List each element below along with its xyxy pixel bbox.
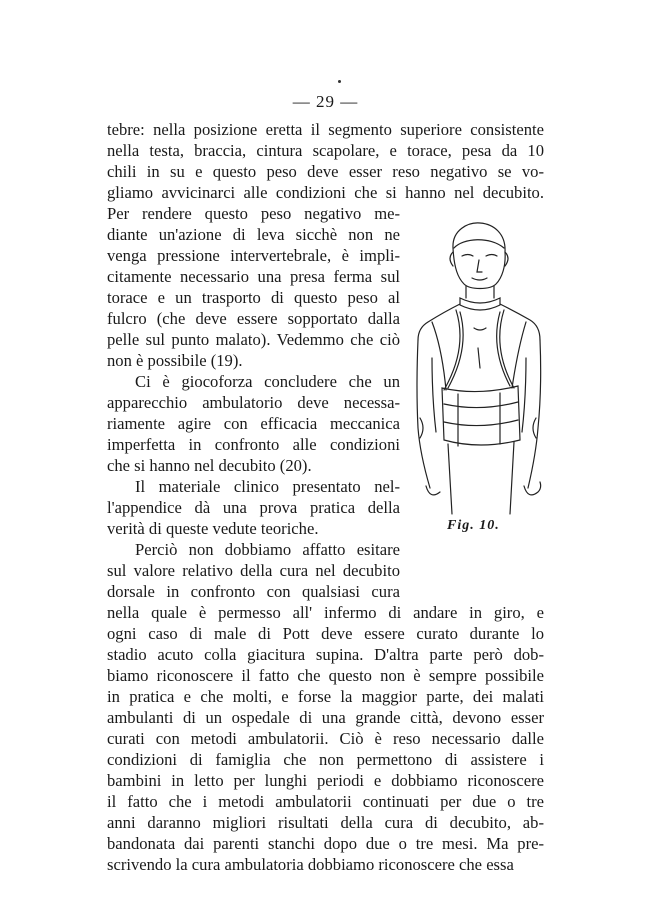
text-line: non è possibile (19).	[107, 351, 243, 370]
figure-caption: Fig. 10.	[447, 518, 500, 533]
text-line: citamente necessario una presa ferma sul	[107, 267, 400, 286]
text-line: bandonata dai parenti stanchi dopo due o tre mesi. Ma pre-	[107, 834, 544, 853]
text-line: venga pressione intervertebrale, è impli-	[107, 246, 400, 265]
text-line: sul valore relativo della cura nel decubito	[107, 561, 400, 580]
figure-torso-illustration	[408, 218, 548, 518]
torso-brace-icon	[408, 218, 548, 518]
text-line: condizioni di famiglia che non permettono di assistere i	[107, 750, 544, 769]
text-line: imperfetta in confronto alle condizioni	[107, 435, 400, 454]
text-line: nella testa, braccia, cintura scapolare, e torace, pesa da 10	[107, 141, 544, 160]
text-line: bambini in letto per lunghi periodi e dobbiamo riconoscere	[107, 771, 544, 790]
text-line: stadio acuto colla giacitura supina. D'altra parte però dob-	[107, 645, 544, 664]
page-number: — 29 —	[292, 92, 359, 111]
text-line: Perciò non dobbiamo affatto esitare	[135, 540, 400, 559]
text-line: dorsale in confronto con qualsiasi cura	[107, 582, 400, 601]
text-line: diante un'azione di leva sicchè non ne	[107, 225, 400, 244]
text-line: in pratica e che molti, e forse la maggior parte, dei malati	[107, 687, 544, 706]
text-line: scrivendo la cura ambulatoria dobbiamo riconoscere che essa	[107, 855, 514, 874]
text-line: Ci è giocoforza concludere che un	[135, 372, 400, 391]
text-line: l'appendice dà una prova pratica della	[107, 498, 400, 517]
text-line: verità di queste vedute teoriche.	[107, 519, 319, 538]
text-line: tebre: nella posizione eretta il segmento superiore consistente	[107, 120, 544, 139]
text-line: chili in su e questo peso deve esser reso negativo se vo-	[107, 162, 544, 181]
text-line: il fatto che i metodi ambulatorii continuati per due o tre	[107, 792, 544, 811]
text-line: Il materiale clinico presentato nel-	[135, 477, 400, 496]
text-line: ambulanti di un ospedale di una grande città, devono esser	[107, 708, 544, 727]
text-line: anni daranno migliori risultati della cura di decubito, ab-	[107, 813, 544, 832]
text-line: torace e un trasporto di questo peso al	[107, 288, 400, 307]
text-line: gliamo avvicinarci alle condizioni che si hanno nel decubito.	[107, 183, 544, 202]
text-line: nella quale è permesso all' infermo di andare in giro, e	[107, 603, 544, 622]
text-line: curati con metodi ambulatorii. Ciò è reso necessario dalle	[107, 729, 544, 748]
text-line: riamente agire con efficacia meccanica	[107, 414, 400, 433]
text-line: biamo riconoscere il fatto che questo non è sempre possibile	[107, 666, 544, 685]
ink-speck	[338, 80, 341, 83]
text-line: che si hanno nel decubito (20).	[107, 456, 312, 475]
text-line: Per rendere questo peso negativo me-	[107, 204, 400, 223]
text-line: ogni caso di male di Pott deve essere curato durante lo	[107, 624, 544, 643]
text-line: fulcro (che deve essere sopportato dalla	[107, 309, 400, 328]
text-line: apparecchio ambulatorio deve necessa-	[107, 393, 400, 412]
text-line: pelle sul punto malato). Vedemmo che ciò	[107, 330, 400, 349]
